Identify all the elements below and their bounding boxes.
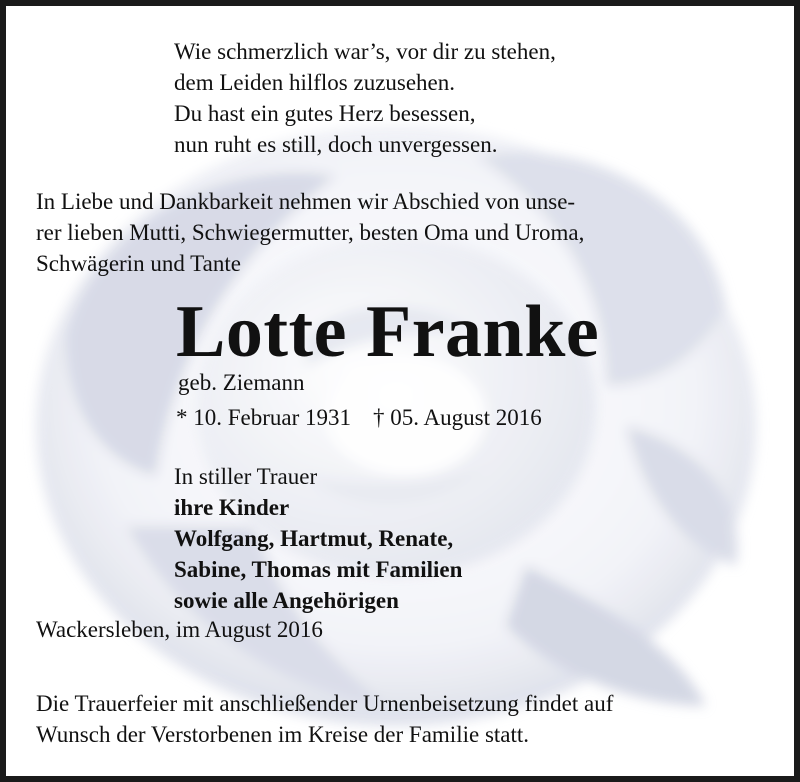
deceased-name: Lotte Franke [176, 291, 600, 373]
mourner-line: ihre Kinder [174, 495, 290, 520]
mourner-line: Wolfgang, Hartmut, Renate, [174, 526, 454, 551]
life-dates [176, 402, 542, 433]
poem-line: nun ruht es still, doch unvergessen. [174, 132, 498, 157]
intro-line: In Liebe und Dankbarkeit nehmen wir Abschied von unse- [36, 189, 576, 214]
poem [174, 36, 556, 160]
mourners [174, 461, 462, 616]
mourners-intro: In stiller Trauer [174, 464, 318, 489]
poem-line: Du hast ein gutes Herz besessen, [174, 101, 476, 126]
maiden-name: geb. Ziemann [178, 370, 305, 395]
poem-line: dem Leiden hilflos zuzusehen. [174, 70, 456, 95]
service-note [36, 688, 613, 750]
place-date: Wackersleben, im August 2016 [36, 617, 323, 642]
service-line: Die Trauerfeier mit anschließender Urnenbeisetzung findet auf [36, 691, 614, 716]
birth-date: * 10. Februar 1931 [176, 405, 352, 430]
mourner-line: sowie alle Angehörigen [174, 588, 399, 613]
poem-line: Wie schmerzlich war’s, vor dir zu stehen, [174, 39, 556, 64]
mourner-line: Sabine, Thomas mit Familien [174, 557, 463, 582]
service-line: Wunsch der Verstorbenen im Kreise der Familie statt. [36, 722, 530, 747]
intro-paragraph [36, 186, 584, 279]
death-date: † 05. August 2016 [373, 405, 542, 430]
intro-line: Schwägerin und Tante [36, 251, 241, 276]
intro-line: rer lieben Mutti, Schwiegermutter, besten Oma und Uroma, [36, 220, 585, 245]
